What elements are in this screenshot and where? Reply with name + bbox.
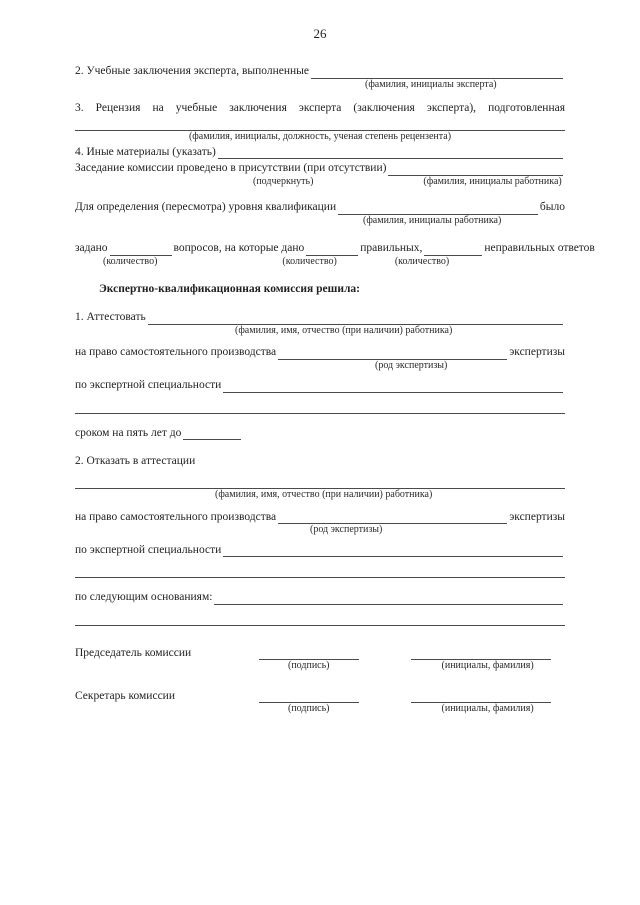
signature-caption: (инициалы, фамилия) xyxy=(441,660,534,672)
blank-line xyxy=(218,146,563,159)
field-label: на право самостоятельного производства xyxy=(75,510,277,523)
field-label: 2. Учебные заключения эксперта, выполненные xyxy=(75,65,309,78)
blank-line xyxy=(75,401,565,414)
caption-row xyxy=(75,703,565,716)
field-caption: (количество) xyxy=(394,255,450,267)
field-review-label: 3. Рецензия на учебные заключения эксперта (заключения эксперта), подготовленная xyxy=(75,102,565,115)
signature-secretary xyxy=(75,689,565,703)
field-caption: (фамилия, имя, отчество (при наличии) работника) xyxy=(235,324,453,336)
caption-row xyxy=(75,79,565,92)
field-caption: (род экспертизы) xyxy=(375,359,448,371)
blank-line xyxy=(278,511,507,524)
field-label: сроком на пять лет до xyxy=(75,426,182,439)
field-label: экспертизы xyxy=(509,346,565,359)
blank-line xyxy=(259,690,359,703)
caption-row xyxy=(75,524,565,537)
field-caption: (подчеркнуть) xyxy=(253,175,314,187)
blank-line xyxy=(424,243,482,256)
blank-line xyxy=(75,118,565,131)
signature-label: Секретарь комиссии xyxy=(75,689,175,702)
caption-row xyxy=(75,489,565,502)
field-label: экспертизы xyxy=(509,510,565,523)
field-label: вопросов, на которые дано xyxy=(173,242,305,255)
field-caption: (количество) xyxy=(103,255,158,267)
field-label: Заседание комиссии проведено в присутствии (при отсутствии) xyxy=(75,162,387,175)
caption-row xyxy=(75,176,565,189)
page-number: 26 xyxy=(313,26,327,41)
field-label: было xyxy=(539,201,565,214)
blank-line xyxy=(388,163,563,176)
signature-caption: (инициалы, фамилия) xyxy=(441,702,534,714)
field-label: по следующим основаниям: xyxy=(75,591,213,604)
signature-chairman xyxy=(75,646,565,660)
field-other-materials xyxy=(75,145,565,159)
field-label: 1. Аттестовать xyxy=(75,311,146,324)
field-caption: (количество) xyxy=(282,255,337,267)
caption-row xyxy=(75,215,565,228)
field-label: на право самостоятельного производства xyxy=(75,346,277,359)
caption-row xyxy=(75,256,565,269)
field-expert-conclusions xyxy=(75,64,565,78)
caption-row xyxy=(75,660,565,673)
blank-line xyxy=(411,647,551,660)
blank-line xyxy=(214,592,563,605)
field-caption: (фамилия, инициалы эксперта) xyxy=(365,78,497,90)
signature-label: Председатель комиссии xyxy=(75,646,192,659)
field-label: задано xyxy=(75,242,108,255)
signature-caption: (подпись) xyxy=(288,702,330,714)
field-caption: (фамилия, инициалы, должность, ученая степень рецензента) xyxy=(188,130,452,142)
blank-line xyxy=(259,647,359,660)
caption-row xyxy=(75,360,565,373)
field-qualification xyxy=(75,200,565,214)
field-grounds xyxy=(75,590,565,604)
blank-line xyxy=(223,380,563,393)
caption-row xyxy=(75,131,565,144)
field-attest-speciality xyxy=(75,378,565,392)
blank-line xyxy=(110,243,172,256)
blank-line xyxy=(148,312,563,325)
blank-line xyxy=(75,613,565,626)
blank-line xyxy=(223,544,563,557)
blank-line xyxy=(411,690,551,703)
field-refuse-right xyxy=(75,510,565,524)
signature-caption: (подпись) xyxy=(288,660,330,672)
blank-line xyxy=(306,243,358,256)
field-label: неправильных ответов xyxy=(484,242,595,255)
decision-heading: Экспертно-квалификационная комиссия решила: xyxy=(99,283,360,296)
field-label: по экспертной специальности xyxy=(75,379,222,392)
field-attest xyxy=(75,310,565,324)
blank-line xyxy=(75,476,565,489)
field-label: Для определения (пересмотра) уровня квалификации xyxy=(75,201,337,214)
field-refuse-speciality xyxy=(75,543,565,557)
blank-line xyxy=(338,202,538,215)
field-questions xyxy=(75,241,595,255)
caption-row xyxy=(75,325,565,338)
field-label: по экспертной специальности xyxy=(75,543,222,556)
field-caption: (фамилия, инициалы работника) xyxy=(423,175,562,187)
field-refuse-label: 2. Отказать в аттестации xyxy=(75,455,196,467)
blank-line xyxy=(75,565,565,578)
field-caption: (род экспертизы) xyxy=(310,524,383,536)
blank-line xyxy=(311,66,563,79)
field-caption: (фамилия, инициалы работника) xyxy=(363,214,502,226)
field-label: 4. Иные материалы (указать) xyxy=(75,146,216,159)
field-label: правильных, xyxy=(360,242,423,255)
blank-line xyxy=(183,427,241,440)
field-session xyxy=(75,161,565,175)
field-caption: (фамилия, имя, отчество (при наличии) работника) xyxy=(215,489,433,501)
field-attest-right xyxy=(75,345,565,359)
blank-line xyxy=(278,347,507,360)
field-attest-term xyxy=(75,426,565,440)
